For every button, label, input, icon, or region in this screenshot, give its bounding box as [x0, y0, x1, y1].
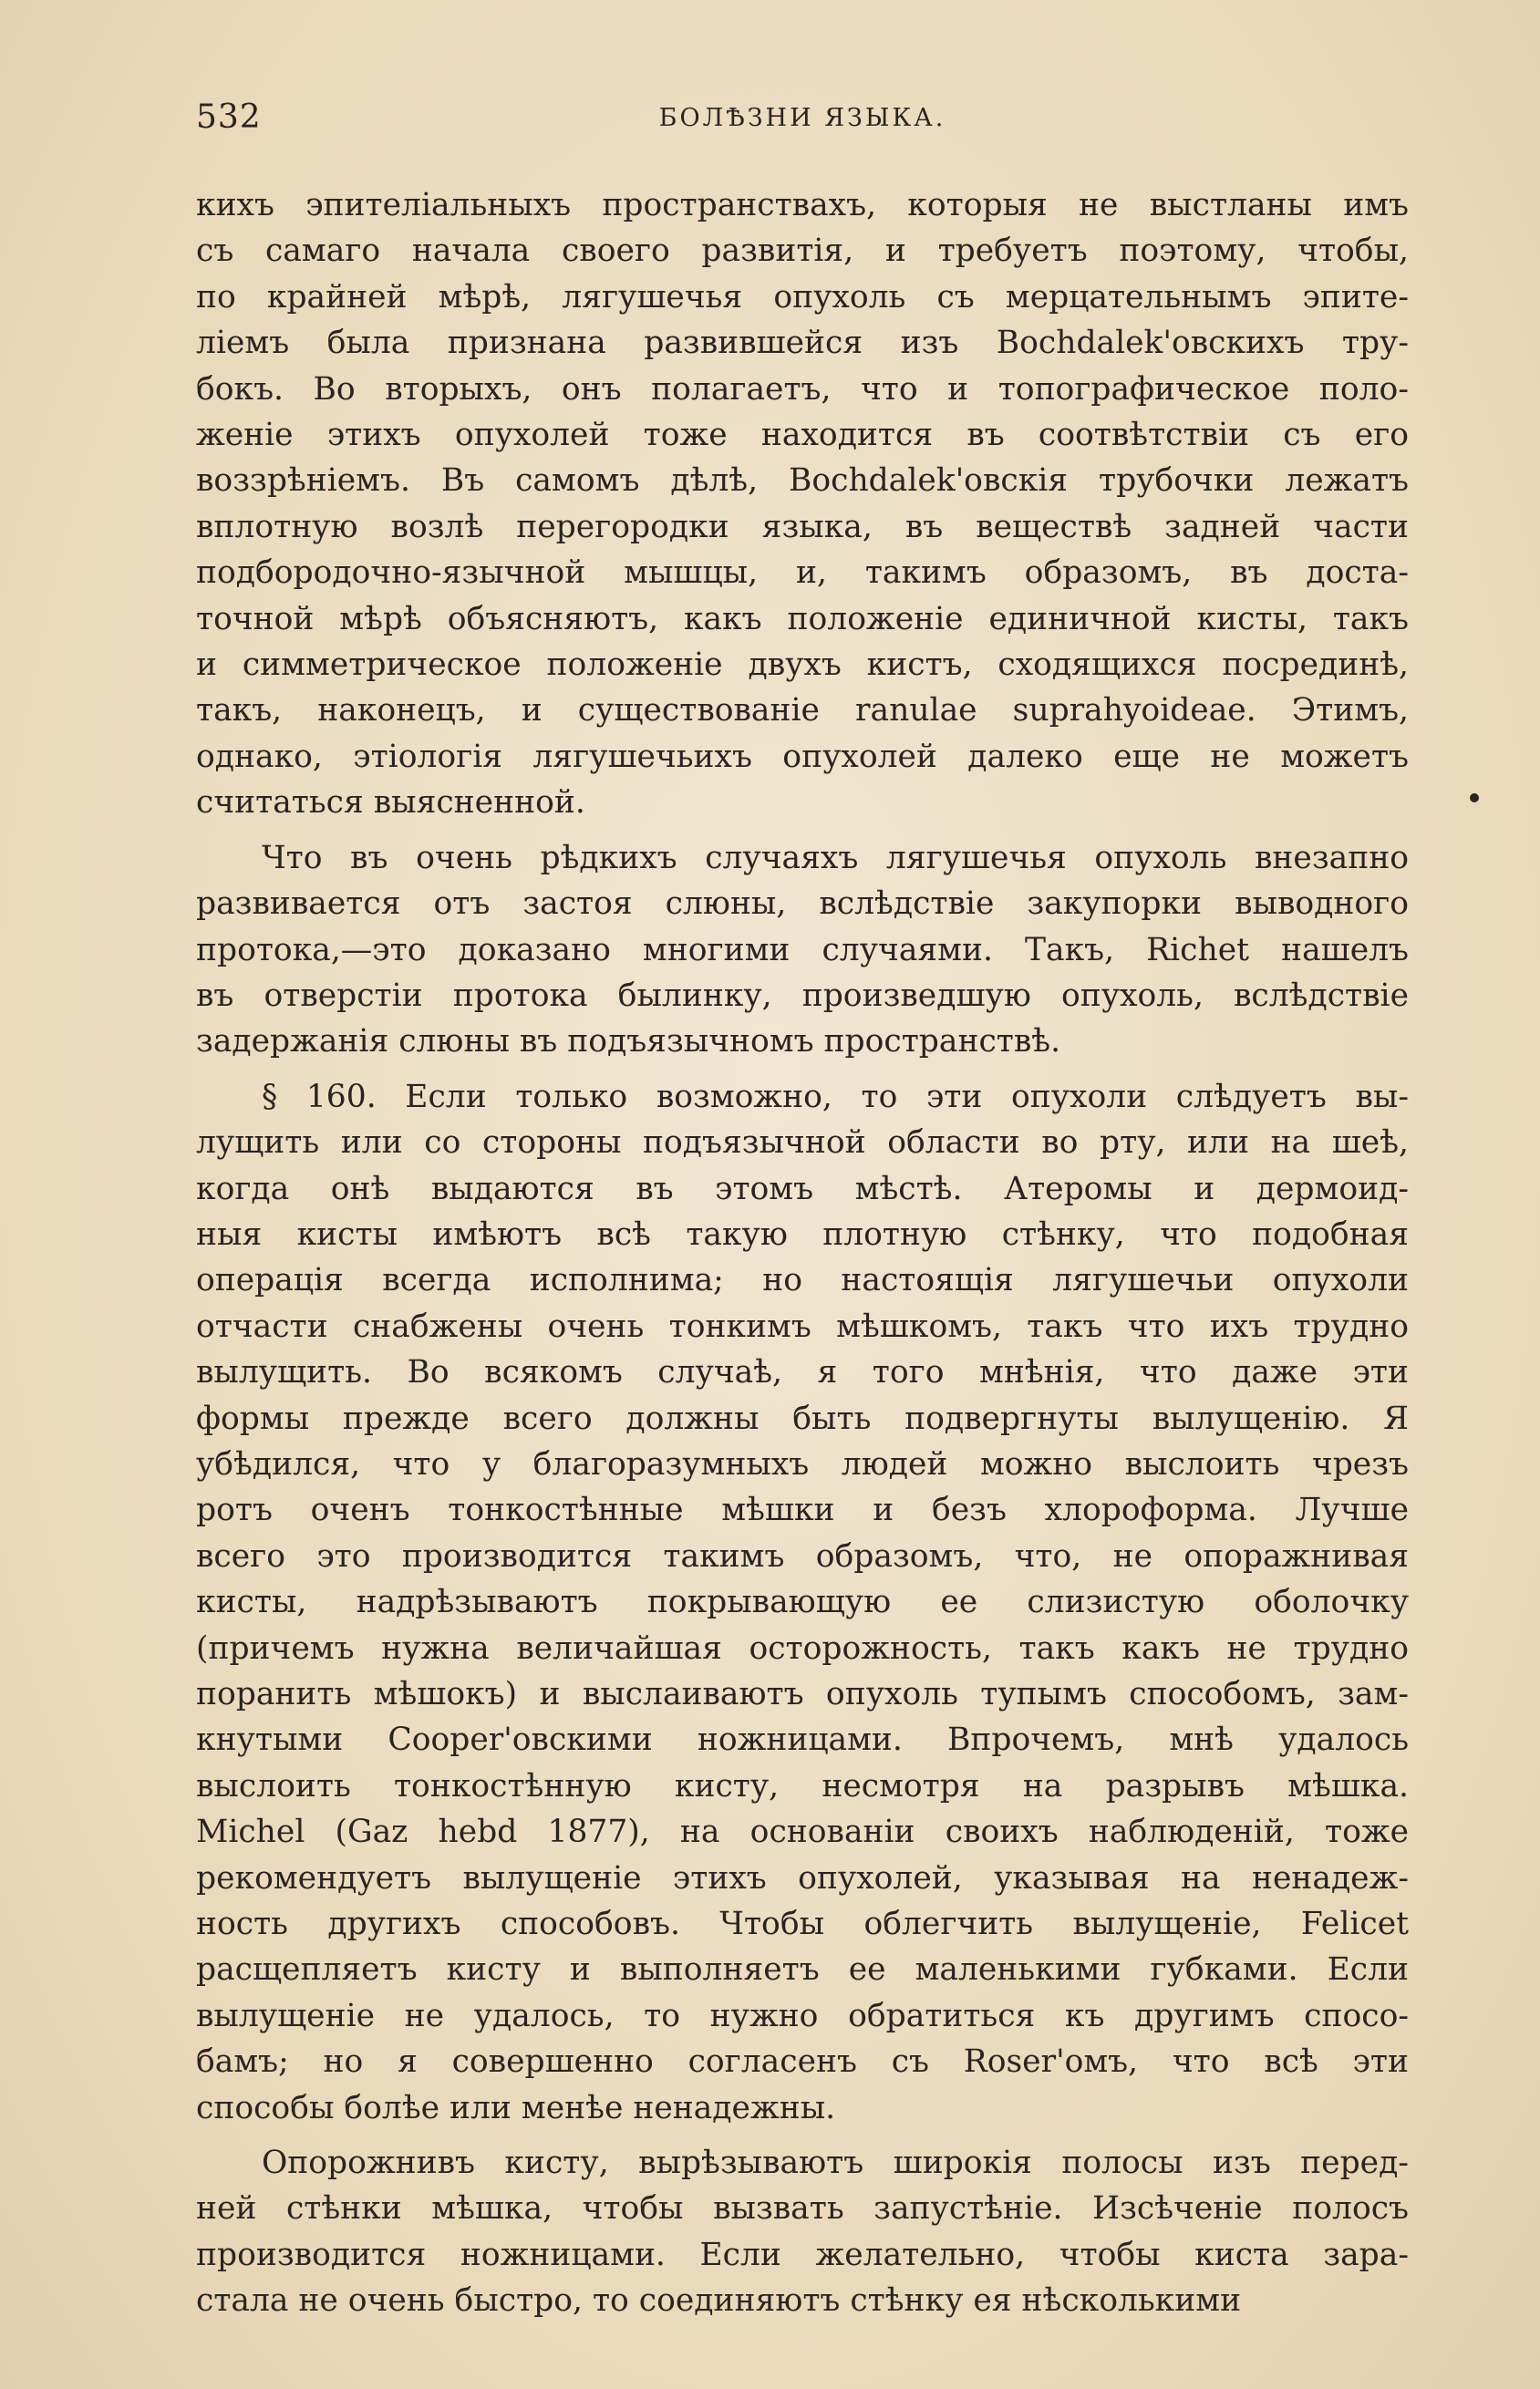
text-line: считаться выясненной.	[196, 784, 585, 822]
text-line: вылущить. Во всякомъ случаѣ, я того мнѣнія, что даже эти	[196, 1354, 1409, 1391]
text-line: вылущеніе не удалось, то нужно обратиться къ другимъ спосо-	[196, 1997, 1409, 2034]
text-line: стала не очень быстро, то соединяютъ стѣнку ея нѣсколькими	[196, 2282, 1242, 2320]
text-line: по крайней мѣрѣ, лягушечья опухоль съ мерцательнымъ эпите-	[196, 278, 1409, 315]
text-line: и симметрическое положеніе двухъ кистъ, сходящихся посрединѣ,	[196, 646, 1409, 684]
page-header	[196, 98, 1409, 144]
text-line: съ самаго начала своего развитія, и требуетъ поэтому, чтобы,	[196, 233, 1409, 270]
text-line: бокъ. Во вторыхъ, онъ полагаетъ, что и топографическое поло-	[196, 370, 1409, 408]
paragraph-container	[196, 182, 1409, 2324]
text-line: кихъ эпителіальныхъ пространствахъ, которыя не выстланы имъ	[196, 187, 1409, 223]
text-line: кнутыми Cooper'овскими ножницами. Впрочемъ, мнѣ удалось	[196, 1722, 1409, 1759]
text-line: когда онѣ выдаются въ этомъ мѣстѣ. Атеромы и дермоид-	[196, 1170, 1409, 1207]
text-line: поранить мѣшокъ) и выслаиваютъ опухоль тупымъ способомъ, зам-	[196, 1676, 1409, 1712]
text-line: развивается отъ застоя слюны, вслѣдствіе закупорки выводного	[196, 885, 1409, 923]
paragraph-gap	[196, 826, 1409, 835]
body-text	[196, 182, 1409, 2324]
text-line: ротъ оченъ тонкостѣнные мѣшки и безъ хлороформа. Лучше	[196, 1492, 1409, 1529]
text-line: всего это производится такимъ образомъ, что, не опоражнивая	[196, 1537, 1409, 1575]
text-line: протока,—это доказано многими случаями. Такъ, Richet нашелъ	[196, 931, 1409, 968]
text-line: отчасти снабжены очень тонкимъ мѣшкомъ, такъ что ихъ трудно	[196, 1308, 1409, 1345]
paragraph	[196, 182, 1409, 826]
text-line: воззрѣніемъ. Въ самомъ дѣлѣ, Bochdalek'овскія трубочки лежатъ	[196, 462, 1409, 500]
paragraph-gap	[196, 2131, 1409, 2140]
text-line: операція всегда исполнима; но настоящія лягушечьи опухоли	[196, 1262, 1409, 1299]
text-line: ныя кисты имѣютъ всѣ такую плотную стѣнку, что подобная	[196, 1215, 1409, 1253]
text-line: Michel (Gaz hebd 1877), на основаніи своихъ наблюденій, тоже	[196, 1814, 1409, 1851]
text-line: Опорожнивъ кисту, вырѣзываютъ широкія полосы изъ перед-	[262, 2145, 1409, 2182]
text-line: вплотную возлѣ перегородки языка, въ веществѣ задней части	[196, 508, 1409, 545]
text-line: ліемъ была признана развившейся изъ Bochdalek'овскихъ тру-	[196, 325, 1409, 362]
text-line: рекомендуетъ вылущеніе этихъ опухолей, указывая на ненадеж-	[196, 1859, 1409, 1897]
text-line: формы прежде всего должны быть подвергнуты вылущенію. Я	[196, 1400, 1409, 1437]
text-line: (причемъ нужна величайшая осторожность, такъ какъ не трудно	[196, 1629, 1409, 1667]
text-line: выслоить тонкостѣнную кисту, несмотря на разрывъ мѣшка.	[196, 1767, 1409, 1805]
text-line: лущить или со стороны подъязычной области во рту, или на шеѣ,	[196, 1124, 1409, 1162]
paragraph	[196, 835, 1409, 1065]
paragraph	[196, 2140, 1409, 2324]
paragraph	[196, 1074, 1409, 2131]
text-line: въ отверстіи протока былинку, произведшую опухоль, вслѣдствіе	[196, 977, 1409, 1014]
text-line: § 160. Если только возможно, то эти опухоли слѣдуетъ вы-	[262, 1078, 1409, 1115]
text-line: Что въ очень рѣдкихъ случаяхъ лягушечья опухоль внезапно	[262, 839, 1409, 876]
text-line: ность другихъ способовъ. Чтобы облегчить вылущеніе, Felicet	[196, 1906, 1409, 1943]
page-number: 532	[196, 98, 262, 136]
text-line: однако, этіологія лягушечьихъ опухолей далеко еще не можетъ	[196, 738, 1409, 775]
paragraph-gap	[196, 1065, 1409, 1074]
text-line: кисты, надрѣзываютъ покрывающую ее слизистую оболочку	[196, 1584, 1409, 1621]
text-line: расщепляетъ кисту и выполняетъ ее маленькими губками. Если	[196, 1951, 1409, 1989]
text-line: производится ножницами. Если желательно, чтобы киста зара-	[196, 2236, 1409, 2273]
text-line: бамъ; но я совершенно согласенъ съ Roser'омъ, что всѣ эти	[196, 2043, 1409, 2081]
ink-speck	[1470, 793, 1479, 802]
text-line: такъ, наконецъ, и существованіе ranulae suprahyoideae. Этимъ,	[196, 692, 1409, 729]
text-line: ней стѣнки мѣшка, чтобы вызвать запустѣніе. Изсѣченіе полосъ	[196, 2190, 1409, 2228]
text-line: способы болѣе или менѣе ненадежны.	[196, 2089, 836, 2126]
text-line: точной мѣрѣ объясняютъ, какъ положеніе единичной кисты, такъ	[196, 600, 1409, 637]
running-head: БОЛѢЗНИ ЯЗЫКА.	[658, 104, 946, 132]
text-line: женіе этихъ опухолей тоже находится въ соотвѣтствіи съ его	[196, 417, 1409, 454]
text-line: задержанія слюны въ подъязычномъ пространствѣ.	[196, 1023, 1061, 1060]
text-line: убѣдился, что у благоразумныхъ людей можно выслоить чрезъ	[196, 1445, 1409, 1483]
text-line: подбородочно-язычной мышцы, и, такимъ образомъ, въ доста-	[196, 554, 1409, 592]
